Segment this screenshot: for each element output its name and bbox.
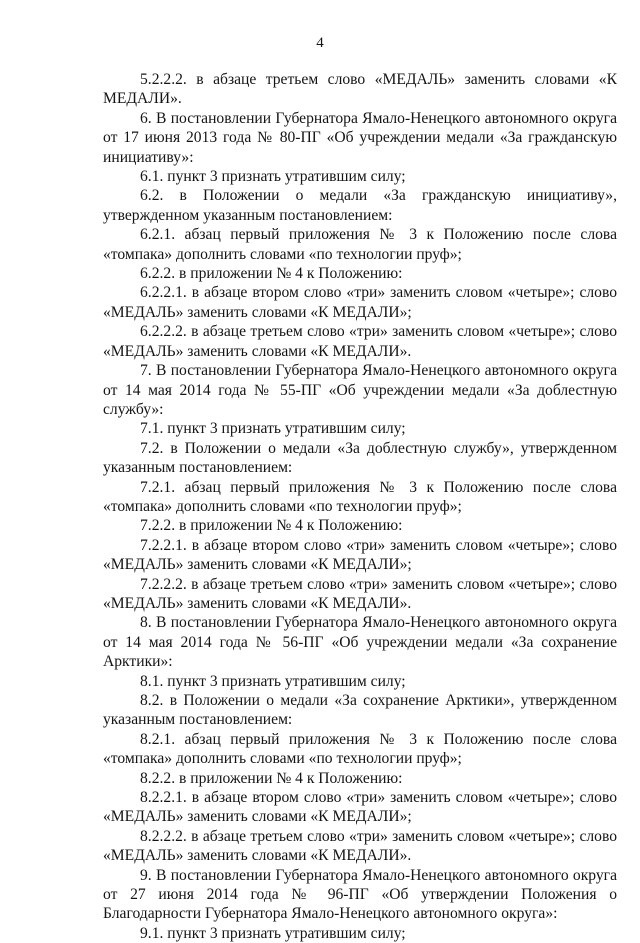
paragraph-9: 9. В постановлении Губернатора Ямало-Ненецкого автономного округа от 27 июня 2014 года № 96-ПГ «Об утверждении Положения о Благодарности Губернатора Ямало-Ненецкого автономного округа»: (103, 866, 617, 923)
paragraph-8-2-2: 8.2.2. в приложении № 4 к Положению: (140, 769, 403, 787)
paragraph-7-2-2-1: 7.2.2.1. в абзаце втором слово «три» заменить словом «четыре»; слово «МЕДАЛЬ» заменить словами «К МЕДАЛИ»; (103, 536, 617, 574)
page-number: 4 (316, 35, 324, 51)
paragraph-9-1: 9.1. пункт 3 признать утратившим силу; (140, 924, 406, 942)
paragraph-7: 7. В постановлении Губернатора Ямало-Ненецкого автономного округа от 14 мая 2014 года № 55-ПГ «Об учреждении медали «За доблестную службу»: (103, 362, 617, 418)
paragraph-7-2-1: 7.2.1. абзац первый приложения № 3 к Положению после слова «томпака» дополнить словами «по технологии пруф»; (103, 478, 617, 515)
paragraph-8-1: 8.1. пункт 3 признать утратившим силу; (140, 672, 406, 690)
paragraph-6-2-2-2: 6.2.2.2. в абзаце третьем слово «три» заменить словом «четыре»; слово «МЕДАЛЬ» заменить словами «К МЕДАЛИ». (103, 323, 617, 360)
paragraph-7-1: 7.1. пункт 3 признать утратившим силу; (140, 420, 406, 438)
paragraph-8-2: 8.2. в Положении о медали «За сохранение Арктики», утвержденном указанным постановлением: (103, 692, 617, 729)
paragraph-6-2-2-1: 6.2.2.1. в абзаце втором слово «три» заменить словом «четыре»; слово «МЕДАЛЬ» заменить словами «К МЕДАЛИ»; (103, 284, 617, 321)
paragraph-8-2-1: 8.2.1. абзац первый приложения № 3 к Положению после слова «томпака» дополнить словами «по технологии пруф»; (103, 730, 617, 768)
paragraph-7-2-2: 7.2.2. в приложении № 4 к Положению: (140, 517, 403, 535)
paragraph-5-2-2-2: 5.2.2.2. в абзаце третьем слово «МЕДАЛЬ» заменить словами «К МЕДАЛИ». (103, 71, 617, 108)
paragraph-7-2-2-2: 7.2.2.2. в абзаце третьем слово «три» заменить словом «четыре»; слово «МЕДАЛЬ» заменить словами «К МЕДАЛИ». (103, 575, 617, 612)
paragraph-6: 6. В постановлении Губернатора Ямало-Ненецкого автономного округа от 17 июня 2013 года № 80-ПГ «Об учреждении медали «За гражданскую инициативу»: (103, 109, 617, 166)
paragraph-6-2-1: 6.2.1. абзац первый приложения № 3 к Положению после слова «томпака» дополнить словами «по технологии пруф»; (103, 226, 617, 263)
paragraph-8-2-2-1: 8.2.2.1. в абзаце втором слово «три» заменить словом «четыре»; слово «МЕДАЛЬ» заменить словами «К МЕДАЛИ»; (103, 789, 617, 826)
document-body (103, 70, 617, 943)
paragraph-6-2-2: 6.2.2. в приложении № 4 к Положению: (140, 265, 403, 283)
paragraph-8: 8. В постановлении Губернатора Ямало-Ненецкого автономного округа от 14 мая 2014 года № 56-ПГ «Об учреждении медали «За сохранение Арктики»: (103, 614, 617, 671)
paragraph-6-2: 6.2. в Положении о медали «За гражданскую инициативу», утвержденном указанным постановлением: (103, 187, 617, 224)
paragraph-7-2: 7.2. в Положении о медали «За доблестную службу», утвержденном указанным постановлением: (103, 439, 617, 477)
paragraph-8-2-2-2: 8.2.2.2. в абзаце третьем слово «три» заменить словом «четыре»; слово «МЕДАЛЬ» заменить словами «К МЕДАЛИ». (103, 827, 617, 865)
paragraph-6-1: 6.1. пункт 3 признать утратившим силу; (140, 168, 406, 186)
